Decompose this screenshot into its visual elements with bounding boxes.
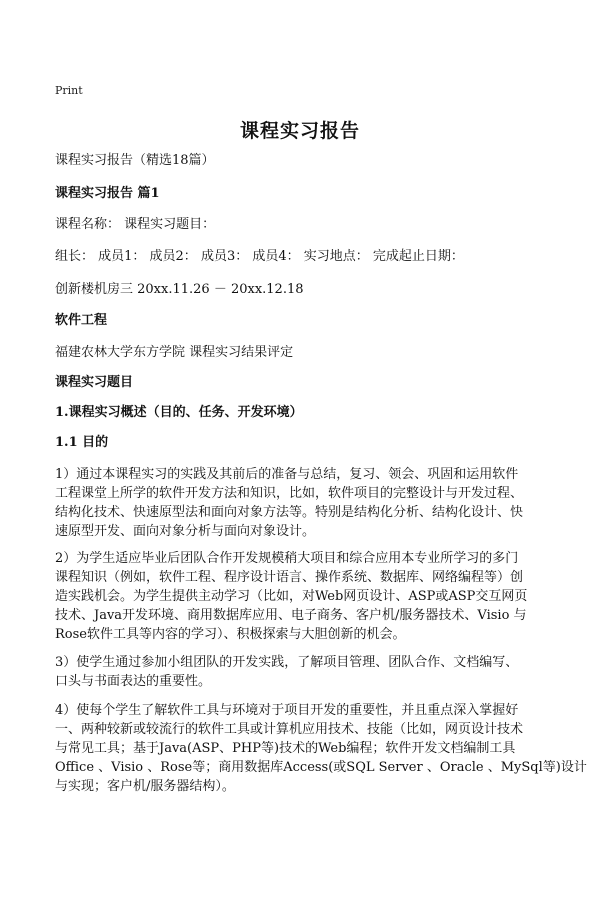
- purpose-paragraph-3: [55, 653, 550, 691]
- paragraph-line: Rose软件工具等内容的学习）、积极探索与大胆创新的机会。: [55, 627, 406, 642]
- topic-heading: 课程实习题目: [55, 375, 134, 390]
- overview-heading: 1.课程实习概述（目的、任务、开发环境）: [55, 405, 303, 420]
- purpose-heading: 1.1 目的: [55, 435, 109, 450]
- paragraph-line: Office 、Visio 、Rose等；商用数据库Access(或SQL Server 、Oracle 、MySql等)设计: [55, 760, 587, 775]
- group-info-line: 组长： 成员1： 成员2： 成员3： 成员4： 实习地点： 完成起止日期：: [55, 249, 464, 264]
- purpose-paragraph-4: [55, 701, 587, 796]
- location-date-line: 创新楼机房三 20xx.11.26 － 20xx.12.18: [55, 282, 304, 297]
- paragraph-line: 课程知识（例如，软件工程、程序设计语言、操作系统、数据库、网络编程等）创: [55, 570, 524, 585]
- paragraph-line: 结构化技术、快速原型法和面向对象方法等。特别是结构化分析、结构化设计、快: [55, 505, 524, 520]
- print-label: Print: [55, 84, 83, 97]
- paragraph-line: 工程课堂上所学的软件开发方法和知识，比如，软件项目的完整设计与开发过程、: [55, 486, 524, 501]
- course-info-line: 课程名称： 课程实习题目：: [55, 217, 216, 232]
- paragraph-line: 与实现；客户机/服务器结构）。: [55, 779, 235, 794]
- paragraph-line: 1）通过本课程实习的实践及其前后的准备与总结，复习、领会、巩固和运用软件: [55, 467, 519, 482]
- document-title: 课程实习报告: [239, 120, 360, 142]
- purpose-paragraph-2: [55, 549, 550, 644]
- section-heading: 课程实习报告 篇1: [55, 186, 160, 201]
- paragraph-line: 技术、Java开发环境、商用数据库应用、电子商务、客户机/服务器技术、Visio 与: [55, 608, 527, 623]
- paragraph-line: 造实践机会。为学生提供主动学习（比如，对Web网页设计、ASP或ASP交互网页: [55, 589, 528, 604]
- paragraph-line: 3）使学生通过参加小组团队的开发实践，了解项目管理、团队合作、文档编写、: [55, 655, 519, 670]
- school-line: 福建农林大学东方学院 课程实习结果评定: [55, 345, 294, 360]
- paragraph-line: 一、两种较新或较流行的软件工具或计算机应用技术、技能（比如，网页设计技术: [55, 722, 524, 737]
- paragraph-line: 与常见工具；基于Java(ASP、PHP等)技术的Web编程；软件开发文档编制工具: [55, 741, 516, 756]
- major-heading: 软件工程: [55, 313, 108, 328]
- paragraph-line: 2）为学生适应毕业后团队合作开发规模稍大项目和综合应用本专业所学习的多门: [55, 551, 519, 566]
- paragraph-line: 速原型开发、面向对象分析与面向对象设计。: [55, 524, 316, 539]
- document-subtitle: 课程实习报告（精选18篇）: [55, 153, 215, 168]
- purpose-paragraph-1: [55, 465, 550, 541]
- paragraph-line: 4）使每个学生了解软件工具与环境对于项目开发的重要性，并且重点深入掌握好: [55, 703, 519, 718]
- paragraph-line: 口头与书面表达的重要性。: [55, 674, 212, 689]
